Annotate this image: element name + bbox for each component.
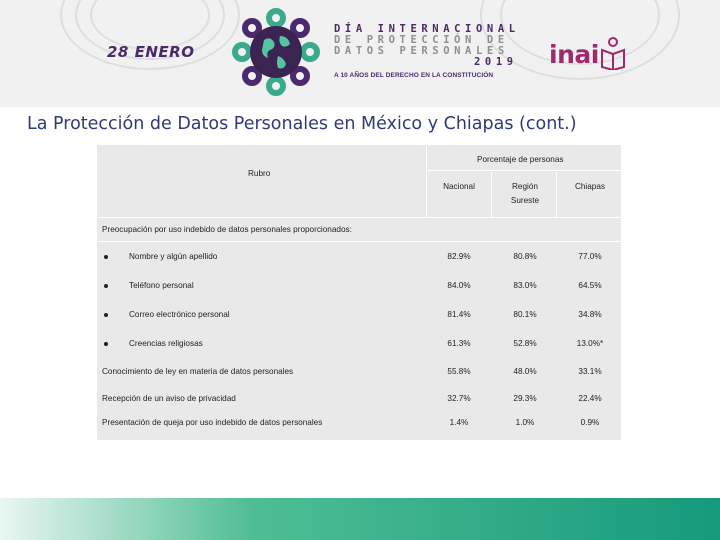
bullet-icon (104, 255, 108, 259)
value-region: 80.1% (513, 310, 537, 319)
section-label: Preocupación por uso indebido de datos personales proporcionados: (102, 225, 352, 234)
value-chiapas: 33.1% (578, 367, 602, 376)
value-nacional: 81.4% (447, 310, 471, 319)
event-line-2: DE PROTECCIÓN DE (334, 34, 509, 46)
value-region: 52.8% (513, 339, 537, 348)
event-tagline: A 10 AÑOS DEL DERECHO EN LA CONSTITUCIÓN (334, 72, 494, 79)
inai-book-icon (600, 36, 626, 70)
rubro-header-cell (97, 145, 427, 217)
footer-band (0, 498, 720, 540)
row-label: Recepción de un aviso de privacidad (102, 394, 236, 403)
percent-header: Porcentaje de personas (477, 155, 564, 164)
value-chiapas: 77.0% (578, 252, 602, 261)
col-header-nacional: Nacional (443, 182, 475, 191)
row-divider (97, 217, 621, 218)
bullet-icon (104, 342, 108, 346)
value-region: 29.3% (513, 394, 537, 403)
column-divider (556, 172, 557, 217)
bullet-icon (104, 284, 108, 288)
col-header-region-line2: Sureste (510, 196, 540, 205)
brand-name: inai (549, 40, 599, 69)
col-header-chiapas: Chiapas (574, 182, 606, 191)
value-nacional: 32.7% (447, 394, 471, 403)
bullet-icon (104, 313, 108, 317)
column-divider (491, 172, 492, 217)
globe-logo (230, 6, 322, 98)
value-region: 1.0% (515, 418, 535, 427)
row-label: Nombre y algún apellido (129, 252, 218, 261)
value-nacional: 61.3% (447, 339, 471, 348)
value-nacional: 84.0% (447, 281, 471, 290)
rubro-header: Rubro (248, 169, 271, 178)
event-line-3: DATOS PERSONALES (334, 45, 509, 57)
value-chiapas: 22.4% (578, 394, 602, 403)
row-label: Presentación de queja por uso indebido de datos personales (102, 418, 323, 427)
value-region: 83.0% (513, 281, 537, 290)
value-nacional: 82.9% (447, 252, 471, 261)
value-region: 80.8% (513, 252, 537, 261)
header-banner (0, 0, 720, 107)
value-chiapas: 64.5% (578, 281, 602, 290)
row-label: Conocimiento de ley en materia de datos personales (102, 367, 294, 376)
col-header-region: Región (512, 182, 538, 191)
row-label: Correo electrónico personal (129, 310, 230, 319)
event-year: 2019 (473, 56, 518, 68)
row-divider (97, 241, 621, 242)
event-date: 28 ENERO (107, 43, 195, 61)
data-table (97, 145, 621, 440)
row-label: Creencias religiosas (129, 339, 203, 348)
row-label: Teléfono personal (129, 281, 194, 290)
value-nacional: 1.4% (449, 418, 469, 427)
value-chiapas: 0.9% (580, 418, 600, 427)
value-chiapas: 13.0%* (576, 339, 604, 348)
event-title (334, 24, 520, 79)
page-title: La Protección de Datos Personales en México y Chiapas (cont.) (27, 114, 577, 134)
event-line-1: DÍA INTERNACIONAL (334, 23, 520, 35)
value-region: 48.0% (513, 367, 537, 376)
value-chiapas: 34.8% (578, 310, 602, 319)
value-nacional: 55.8% (447, 367, 471, 376)
page-number: 3 (653, 481, 660, 493)
